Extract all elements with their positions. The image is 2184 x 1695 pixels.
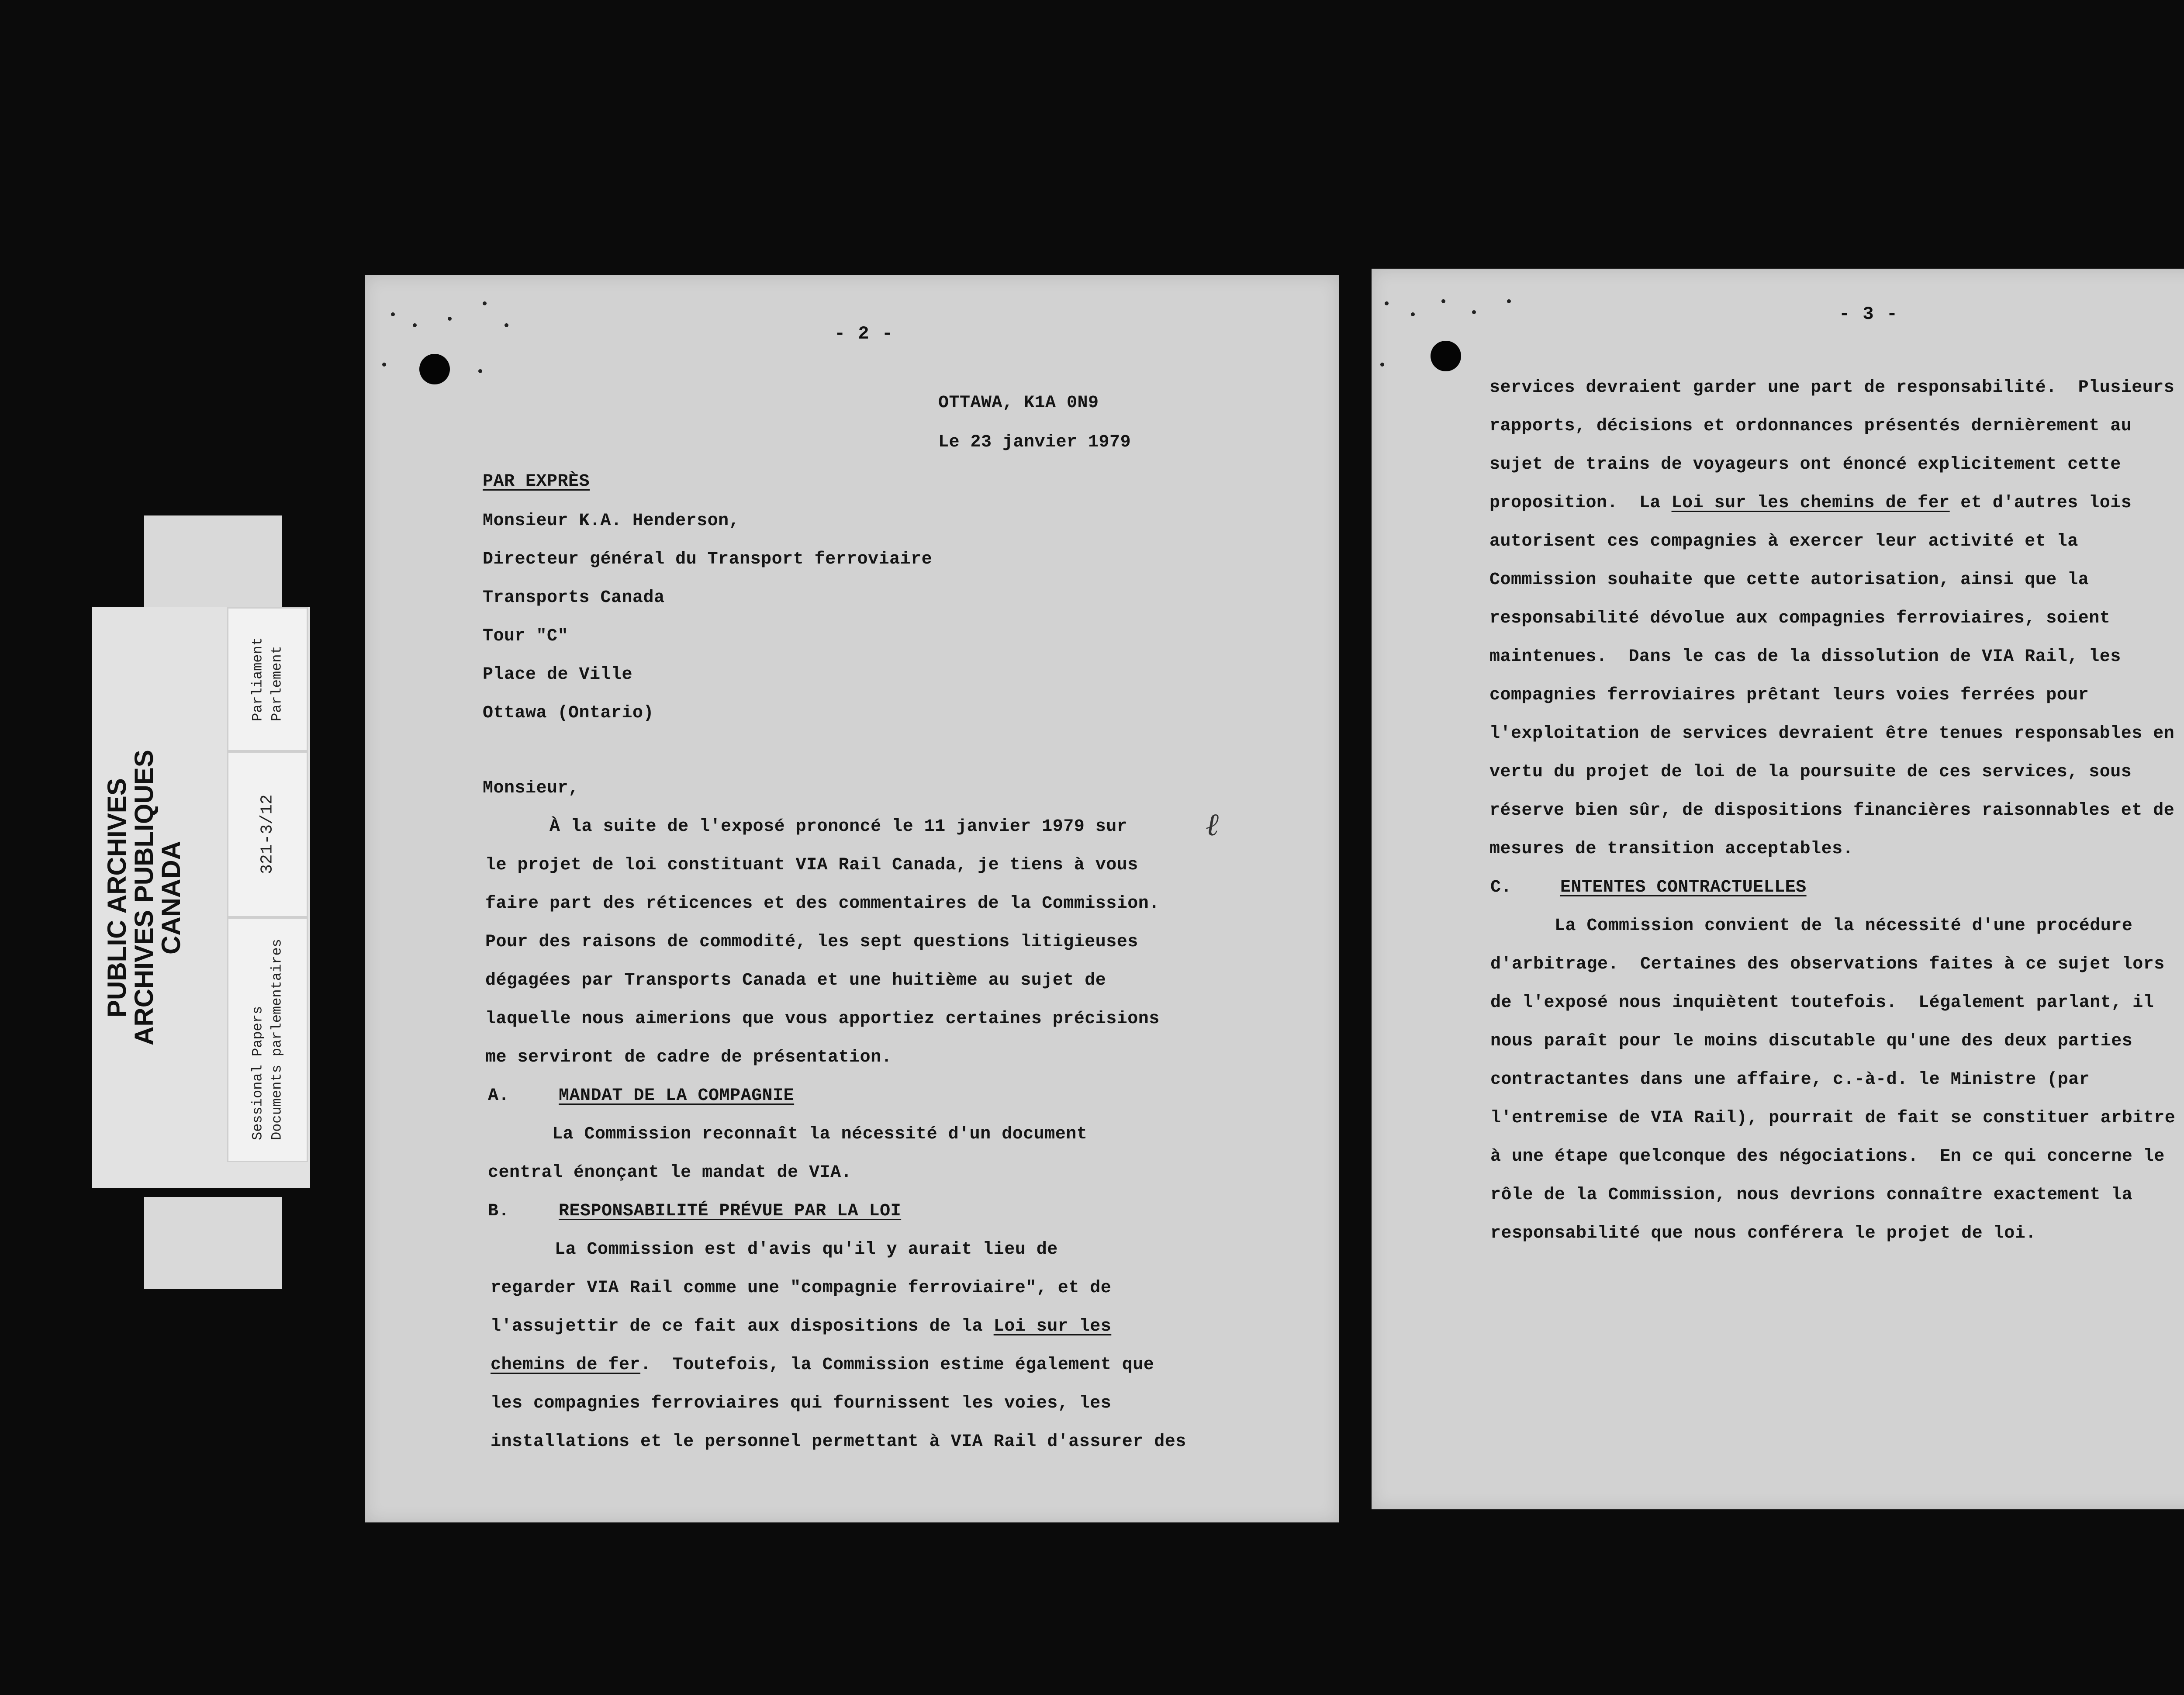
paragraph-line: services devraient garder une part de responsabilité. Plusieurs xyxy=(1489,378,2175,398)
recipient-line: Place de Ville xyxy=(483,665,633,685)
section-a-title: MANDAT DE LA COMPAGNIE xyxy=(559,1086,795,1106)
speck xyxy=(478,369,482,373)
archive-title xyxy=(100,607,188,1188)
statute-reference: Loi sur les xyxy=(993,1317,1112,1336)
section-c-letter: C. xyxy=(1490,878,1512,897)
recipient-line: Ottawa (Ontario) xyxy=(483,703,654,723)
paragraph-line: Commission souhaite que cette autorisation, ainsi que la xyxy=(1489,570,2089,590)
statute-reference: chemins de fer xyxy=(491,1355,641,1375)
section-c-line: La Commission convient de la nécessité d'une procédure xyxy=(1490,916,2133,936)
section-b-line: installations et le personnel permettant à VIA Rail d'assurer des xyxy=(491,1432,1186,1452)
document-page-2 xyxy=(365,275,1339,1522)
archive-title-line: ARCHIVES PUBLIQUES xyxy=(129,750,159,1046)
section-c-line: de l'exposé nous inquiètent toutefois. Légalement parlant, il xyxy=(1490,993,2154,1013)
section-c-line: l'entremise de VIA Rail), pourrait de fait se constituer arbitre xyxy=(1490,1108,2176,1128)
intro-line: le projet de loi constituant VIA Rail Canada, je tiens à vous xyxy=(485,855,1138,875)
salutation: Monsieur, xyxy=(483,778,579,798)
paragraph-line: compagnies ferroviaires prêtant leurs voies ferrées pour xyxy=(1489,685,2089,705)
handwritten-mark: ℓ xyxy=(1206,806,1219,843)
paragraph-text: et d'autres lois xyxy=(1949,493,2132,513)
punch-hole xyxy=(1431,341,1461,371)
intro-line: dégagées par Transports Canada et une huitième au sujet de xyxy=(485,971,1106,990)
section-b-letter: B. xyxy=(488,1201,510,1221)
speck xyxy=(1507,299,1511,303)
label-tab-top xyxy=(144,515,282,607)
section-b-line xyxy=(491,1317,1111,1336)
paragraph-line: rapports, décisions et ordonnances présentés dernièrement au xyxy=(1489,416,2132,436)
recipient-line: Tour "C" xyxy=(483,626,569,646)
label-parliament-text: Parliament Parlement xyxy=(249,637,285,722)
statute-reference: Loi sur les chemins de fer xyxy=(1671,493,1950,513)
section-a-line: central énonçant le mandat de VIA. xyxy=(488,1163,852,1183)
speck xyxy=(1380,363,1384,367)
intro-line: faire part des réticences et des commentaires de la Commission. xyxy=(485,894,1160,913)
section-c-line: à une étape quelconque des négociations. En ce qui concerne le xyxy=(1490,1147,2165,1166)
intro-line: À la suite de l'exposé prononcé le 11 janvier 1979 sur xyxy=(485,817,1128,837)
speck xyxy=(483,301,487,305)
speck xyxy=(1411,312,1415,316)
speck xyxy=(413,323,417,327)
paragraph-line: sujet de trains de voyageurs ont énoncé explicitement cette xyxy=(1489,455,2121,474)
archive-title-line: PUBLIC ARCHIVES xyxy=(102,778,131,1017)
paragraph-line: mesures de transition acceptables. xyxy=(1489,839,1854,859)
label-series-text: Sessional Papers Documents parlementaires xyxy=(249,939,285,1141)
delivery-method: PAR EXPRÈS xyxy=(483,472,590,491)
speck xyxy=(448,317,452,321)
section-c-line: rôle de la Commission, nous devrions connaître exactement la xyxy=(1490,1185,2133,1205)
speck xyxy=(1472,310,1476,314)
recipient-line: Directeur général du Transport ferroviaire xyxy=(483,550,933,569)
paragraph-line: l'exploitation de services devraient être tenues responsables en xyxy=(1489,724,2175,744)
label-box-parliament xyxy=(227,607,308,751)
speck xyxy=(1441,299,1445,303)
paragraph-line: autorisent ces compagnies à exercer leur activité et la xyxy=(1489,532,2078,551)
section-b-line xyxy=(491,1355,1154,1375)
letter-date: Le 23 janvier 1979 xyxy=(938,432,1131,452)
punch-hole xyxy=(419,354,450,384)
label-box-reference xyxy=(227,751,308,917)
speck xyxy=(1385,301,1389,305)
paragraph-line: maintenues. Dans le cas de la dissolution de VIA Rail, les xyxy=(1489,647,2121,667)
document-page-3 xyxy=(1372,269,2184,1509)
label-tab-bottom xyxy=(144,1197,282,1289)
section-c-title: ENTENTES CONTRACTUELLES xyxy=(1560,878,1807,897)
recipient-line: Transports Canada xyxy=(483,588,665,608)
intro-line: Pour des raisons de commodité, les sept questions litigieuses xyxy=(485,932,1138,952)
speck xyxy=(391,312,395,316)
section-c-line: nous paraît pour le moins discutable qu'une des deux parties xyxy=(1490,1031,2133,1051)
intro-line: laquelle nous aimerions que vous apportiez certaines précisions xyxy=(485,1009,1160,1029)
paragraph-line: réserve bien sûr, de dispositions financières raisonnables et de xyxy=(1489,801,2175,820)
label-box-series xyxy=(227,917,308,1162)
section-b-title: RESPONSABILITÉ PRÉVUE PAR LA LOI xyxy=(559,1201,902,1221)
section-c-line: contractantes dans une affaire, c.-à-d. le Ministre (par xyxy=(1490,1070,2090,1090)
paragraph-line: responsabilité dévolue aux compagnies ferroviaires, soient xyxy=(1489,609,2111,628)
section-b-line: les compagnies ferroviaires qui fournissent les voies, les xyxy=(491,1394,1112,1413)
recipient-line: Monsieur K.A. Henderson, xyxy=(483,511,740,531)
section-a-letter: A. xyxy=(488,1086,510,1106)
archive-title-line: CANADA xyxy=(156,841,186,955)
address-city: OTTAWA, K1A 0N9 xyxy=(938,393,1099,413)
label-reference-text: 321-3/12 xyxy=(258,794,277,875)
section-a-line: La Commission reconnaît la nécessité d'un document xyxy=(488,1124,1088,1144)
section-b-line: regarder VIA Rail comme une "compagnie ferroviaire", et de xyxy=(491,1278,1112,1298)
paragraph-line: vertu du projet de loi de la poursuite de ces services, sous xyxy=(1489,762,2132,782)
section-b-text: . Toutefois, la Commission estime également que xyxy=(640,1355,1154,1375)
paragraph-line xyxy=(1489,493,2132,513)
section-b-line: La Commission est d'avis qu'il y aurait lieu de xyxy=(491,1240,1058,1259)
speck xyxy=(382,363,386,367)
section-c-line: responsabilité que nous conférera le projet de loi. xyxy=(1490,1224,2036,1243)
section-c-line: d'arbitrage. Certaines des observations faites à ce sujet lors xyxy=(1490,955,2165,974)
page-number: - 2 - xyxy=(834,323,894,344)
intro-line: me serviront de cadre de présentation. xyxy=(485,1048,892,1067)
page-number: - 3 - xyxy=(1839,304,1899,325)
paragraph-text: proposition. La xyxy=(1489,493,1672,513)
speck xyxy=(505,323,508,327)
section-b-text: l'assujettir de ce fait aux dispositions de la xyxy=(491,1317,994,1336)
